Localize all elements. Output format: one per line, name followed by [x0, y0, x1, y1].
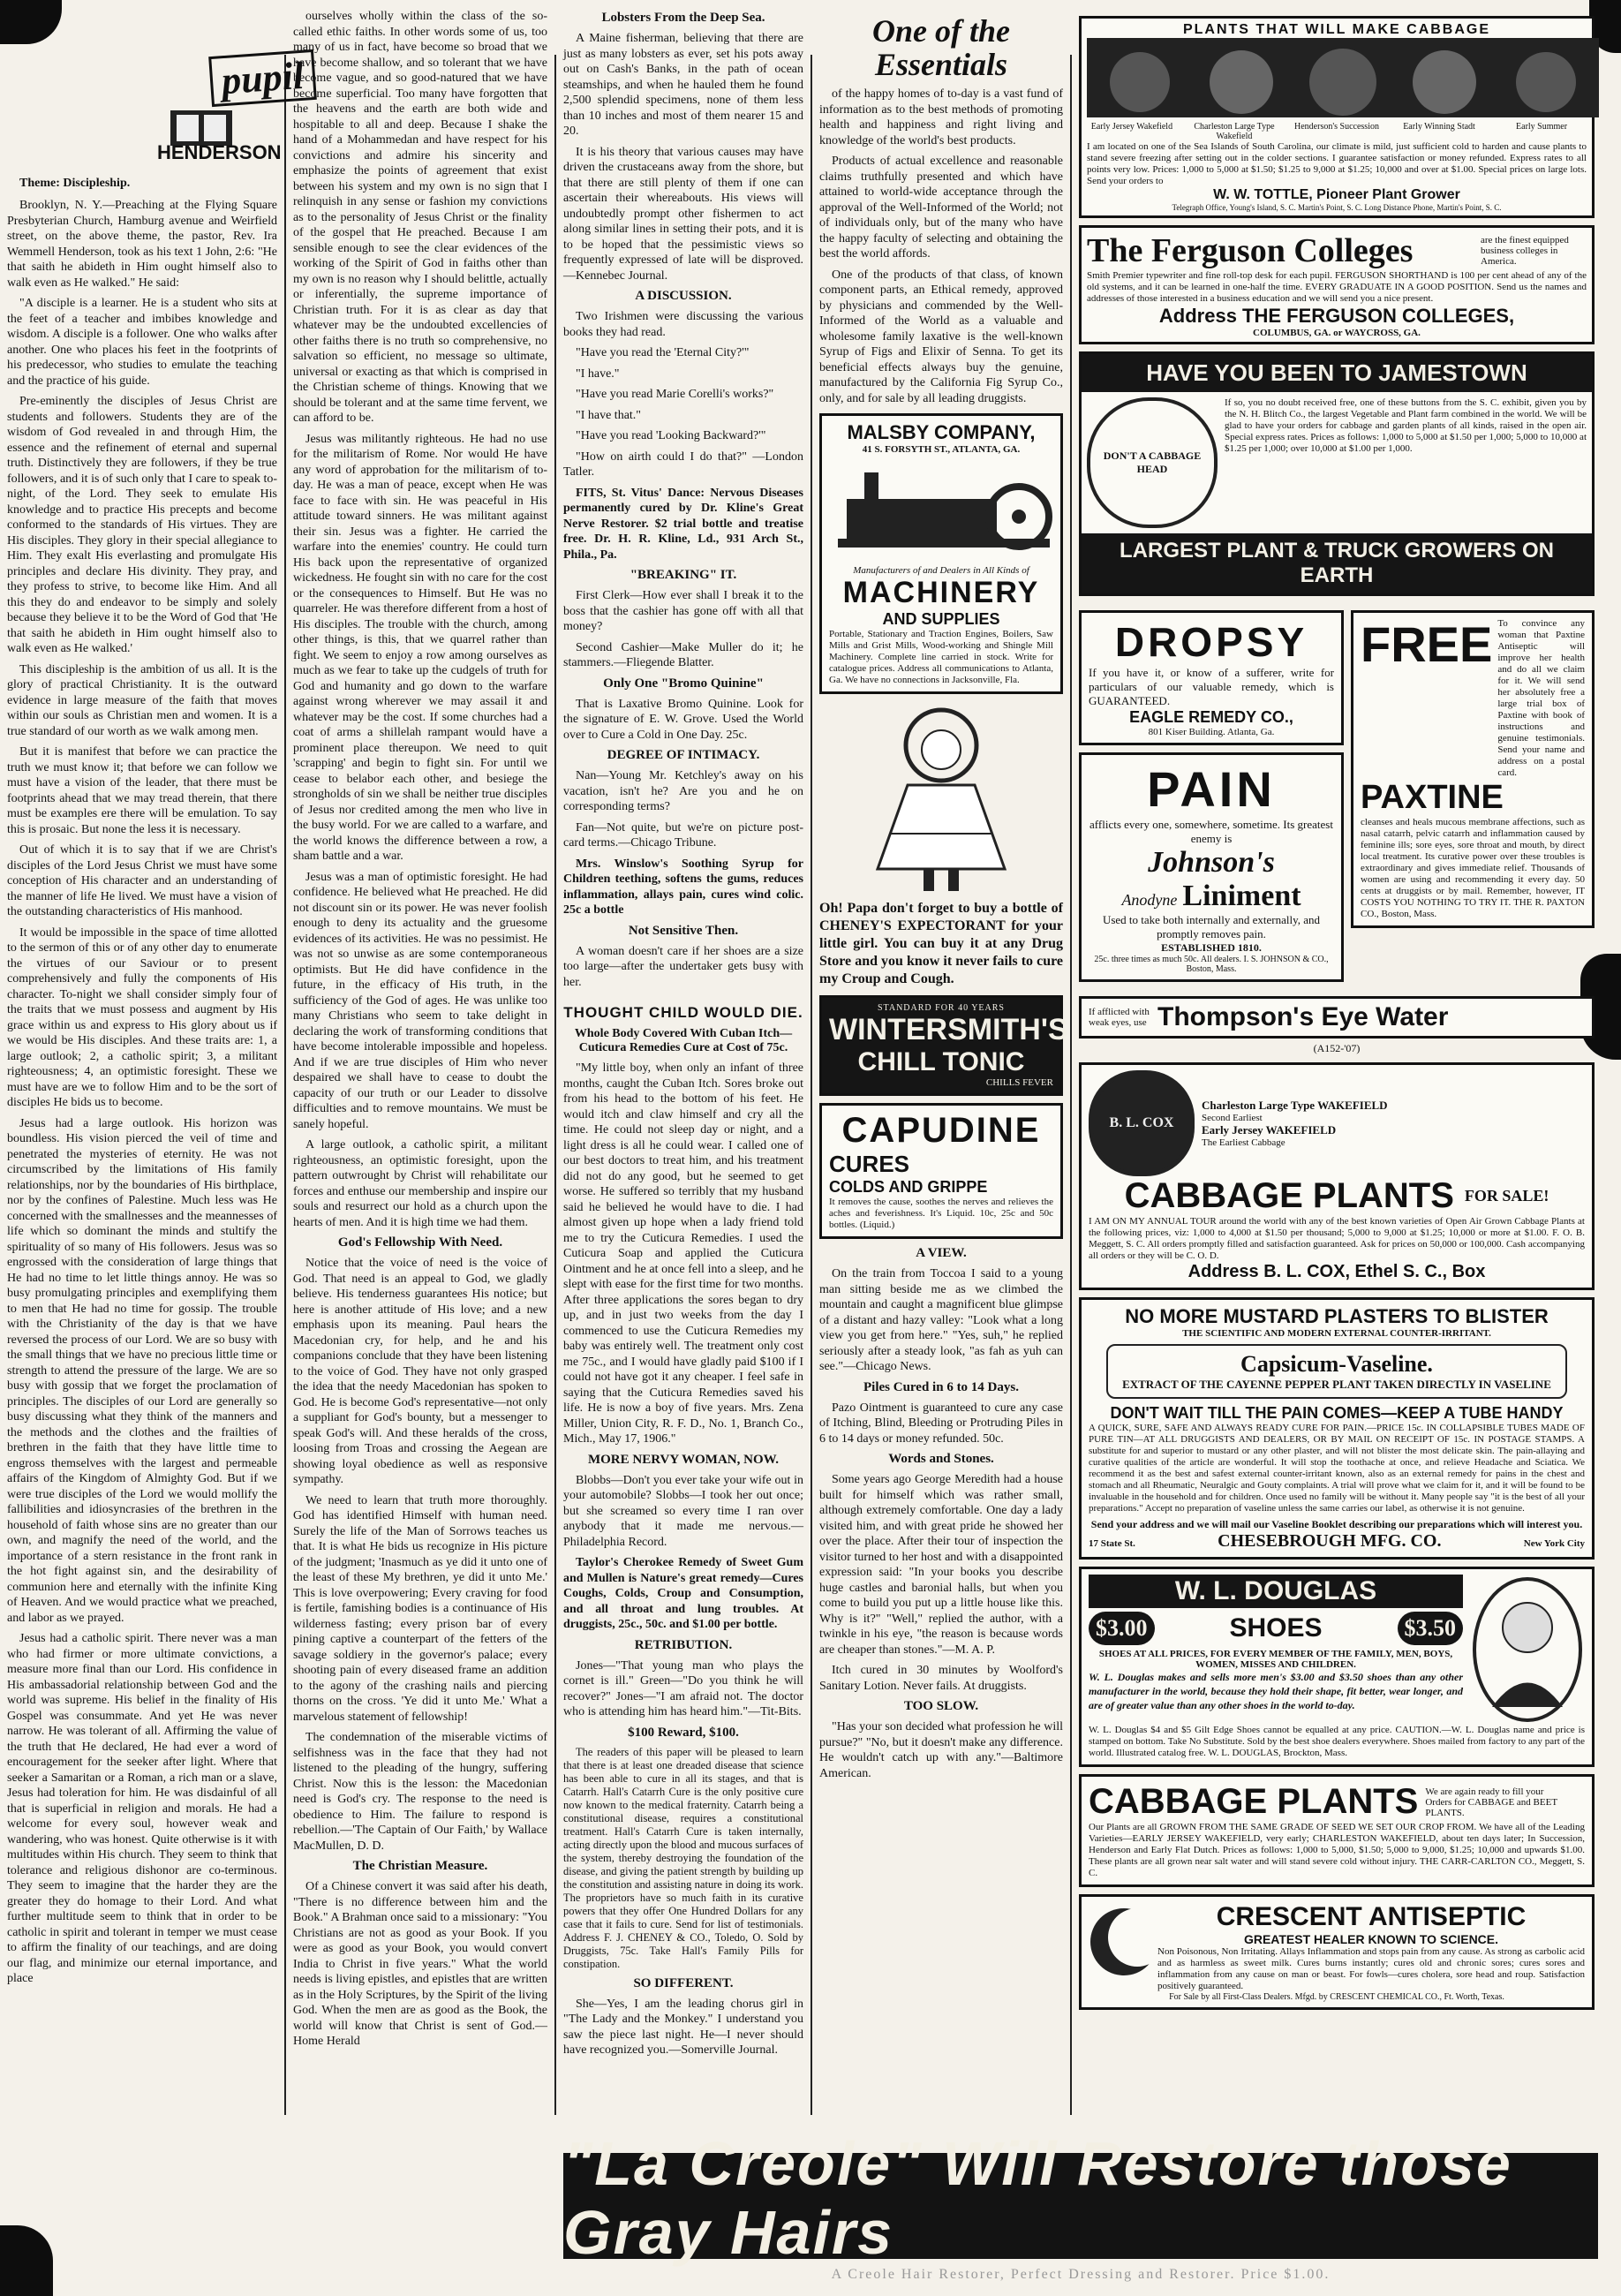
sermon-paragraph: Jesus was a man of optimistic foresight. He had confidence. He believed what He preached. He did not discount sin or its power. He was never foolish enough to deny its actuality and the gruesome evidences of its activities. He was no pessimist. He was not so unwise as are some contemporaneous optimists. But He did have confidence in the future, in the efficacy of His truth, in the sufficiency of the God of ages. He was unlike too many Christians who seem to take delight in declaring the work of transforming conditions that have become intolerable impossible and hopeless. And if we are true disciples of Him who never despaired we shall have to cease to doubt the capacity of our truth or our Leader to dissolve difficulties and to remove mountains. We must be sanely hopeful. — [293, 870, 547, 1131]
variety-label: Early Summer — [1516, 122, 1568, 132]
sermon-paragraph: Jesus had a catholic spirit. There never was a man who had firmer or more ultimate convictions, a measure more final than our Lord. His confidence in His ambassadorial relationship between God and the world was supreme. His belief in the finality of His Gospel was consummate. And yet He was never narrow. He was tolerant of all. Affirming the value of the truth that He declared, He had ever a word of encouragement for the seeker after light. Where that seeker a Samaritan or a Roman, a rich man or a slave, Jesus had toleration for him. He was disdainful of all that is superficial in religion and morals. He had a welcome for every soul, however weak and wandering, who was honest. Quite otherwise is it with multitudes within His church. They seem to think that tolerance and religious dishonor are co-terminous. They seem to imagine that the harder they are the greater they do homage to their Lord. And what further multitude seem to think that in order to be catholic in spirit and tolerant in temper we must cease to affirm the finality of our teachings, and are doing our flag, and minimize our eternal importance, and place — [7, 1632, 277, 1985]
essentials-title: One of the Essentials — [872, 13, 1010, 82]
dropsy-ad — [1079, 610, 1344, 745]
dropsy-title: DROPSY — [1114, 619, 1308, 665]
johnson-liniment-row — [1089, 880, 1334, 913]
ad-row-dropsy-free — [1079, 603, 1595, 989]
sermon-paragraph: Jesus was militantly righteous. He had no use for the militarism of Rome. Nor would He have any word of approbation for the militarism of to-day. He was a man of peace, except when He was face to face with sin. He was peaceful in His attitude toward sinners. He was militant against their sin. Jesus was a fighter. He carried the warfare into the enemies' country. He could turn His back upon the representative of organized wickedness. He fought sin with no care for the cost or the consequences to Himself. But He was no quarreler. He was therefore different from a host of His disciples. The trouble with the church, among other things, is this, that we quarrel rather than fight. We seem to enjoy a row among ourselves as much as we fear to take up the cudgels of truth for God and humanity and go down to the warfare against wrong wherever we may assail it and whatever may be the cost. If some churches had a coat of arms a shillelah rampant would have a prominent place thereupon. We need to quit 'scrapping' and begin to fight sin. For until we cease to belabor each other, and besiege the strongholds of sin we shall be neither true disciples of Jesus nor credited among the men who live in the busy world. For we are called to a warfare, and the world knows the difference between a row, a sham battle and a war. — [293, 432, 547, 863]
banner-subline: A Creole Hair Restorer, Perfect Dressing and Restorer. Price $1.00. — [831, 2267, 1331, 2282]
sermon-paragraph: This discipleship is the ambition of us all. It is the glory of practical Christianity. It is the outward evidence in large measure of the faith that moves within our souls as Christian men and women. It is a true standard of our worth as we walk among men. — [7, 662, 277, 738]
measure-paragraph: Of a Chinese convert it was said after his death, "There is no difference between him and the Book." A Brahman once said to a missionary: "You Christians are not as good as your Book. If you were as good as your Book, you would convert India to Christ in five years." What the world needs is living epistles, and epistles that are written as in the Holy Scriptures, by the Spirit of the living God. When the men are as good as the Book, the world will know that Christ is sent of God.—Home Herald — [293, 1880, 547, 2048]
ad-code: (A152-'07) — [1313, 1042, 1361, 1054]
price-right: $3.50 — [1398, 1612, 1464, 1645]
sermon-paragraph: Out of which it is to say that if we are Christ's disciples of the Lord Jesus Christ we must have some conception of His character and an understanding of the manner of life He lived. We must have a vision of the outstanding characteristics of His manhood. — [7, 843, 277, 918]
cox-earliest: The Earliest Cabbage — [1202, 1137, 1285, 1148]
piles-text: Pazo Ointment is guaranteed to cure any case of Itching, Blind, Bleeding or Protruding Piles in 6 to 14 days or money refunded. 50c. — [819, 1401, 1063, 1446]
paxtine-text: cleanses and heals mucous membrane affections, such as nasal catarrh, pelvic catarrh and inflammation caused by feminine ills; sore eyes, sore throat and mouth, by direct local treatment. Its curative power over these troubles is extraordinary and gives immediate relief. Thousands of women are using and recommending it every day. 50 cents at druggists or by mail. Remember, however, IT COSTS YOU NOTHING TO TRY IT. THE R. PAXTON CO., Boston, Mass. — [1361, 817, 1585, 919]
johnson-anodyne: Anodyne — [1121, 891, 1178, 909]
jamestown-ad — [1079, 351, 1595, 596]
johnson-liniment: Liniment — [1182, 880, 1301, 912]
plants-name: W. W. TOTTLE, Pioneer Plant Grower — [1213, 187, 1460, 202]
discussion-line: "How on airth could I do that?" —London Tatler. — [563, 449, 803, 479]
cabbage-plants-ad — [1079, 16, 1595, 218]
sensitive-text: A woman doesn't care if her shoes are a size too large—after the undertaker gets busy with her. — [563, 944, 803, 989]
column-sermon — [0, 9, 305, 2111]
breaking-heading: "BREAKING" IT. — [630, 568, 737, 582]
varieties-row — [1087, 122, 1587, 141]
johnson-established: ESTABLISHED 1810. — [1161, 941, 1262, 954]
thompson-left: If afflicted with weak eyes, use — [1089, 1007, 1150, 1028]
variety-label: Henderson's Succession — [1294, 122, 1379, 132]
view-text: On the train from Toccoa I said to a young man sitting beside me as we climbed the mountain and caught a magnificent blue glimpse of a distant and hazy valley: "Look what a long view you get from here." "Yes, suh," he replied seriously after a steady look, "as fah as yuh can see."—Chicago News. — [819, 1267, 1063, 1373]
crescent-title: CRESCENT ANTISEPTIC — [1216, 1902, 1527, 1931]
essentials-paragraph: of the happy homes of to-day is a vast fund of information as to the best methods of promoting health and happiness and right living and knowledge of the world's best products. — [819, 87, 1063, 147]
pain-ad — [1079, 752, 1344, 982]
douglas-sub: SHOES AT ALL PRICES, FOR EVERY MEMBER OF THE FAMILY, MEN, BOYS, WOMEN, MISSES AND CHILDREN. — [1098, 1649, 1453, 1670]
pain-title: PAIN — [1147, 761, 1276, 817]
fellowship-paragraph: The condemnation of the miserable victims of selfishness was in the face that they had not listened to the pleading of the hungry, suffering Christ. Now this is the lesson: the Macedonian need is God's cry. The response to the need is obedience to Him. The failure to respond is rebellion.—'The Captain of Our Faith,' by Wallace MacMullen, D. D. — [293, 1731, 547, 1853]
lobsters-heading: Lobsters From the Deep Sea. — [601, 11, 765, 25]
ferguson-title: The Ferguson Colleges — [1087, 232, 1414, 269]
sensitive-heading: Not Sensitive Then. — [628, 923, 739, 938]
chesebrough-city: New York City — [1523, 1538, 1585, 1549]
slow-heading: TOO SLOW. — [903, 1699, 979, 1713]
words-heading: Words and Stones. — [888, 1452, 994, 1466]
dont-wait: DON'T WAIT TILL THE PAIN COMES—KEEP A TUBE HANDY — [1110, 1404, 1564, 1422]
winslow-notice: Mrs. Winslow's Soothing Syrup for Children teething, softens the gums, reduces inflammation, allays pain, cures wind colic. 25c a bottle — [563, 857, 803, 917]
douglas-row — [1089, 1575, 1585, 1725]
intimacy-heading: DEGREE OF INTIMACY. — [607, 748, 760, 762]
fellowship-heading: God's Fellowship With Need. — [337, 1235, 503, 1250]
dropsy-address: 801 Kiser Building. Atlanta, Ga. — [1148, 727, 1275, 737]
sermon-paragraph: It would be impossible in the space of time allotted to the sermon of this or of any other day to enumerate the virtues of our Saviour or to present comprehensively and fully the components of His character. To-night we shall consider simply four of the traits that we must possess and augment by His grace within us and express to His glory about us if we would be His disciples. And these traits are: 1, a large outlook; 2, a catholic spirit; 3, a militant righteousness; 4, an optimistic foresight. These we must have are we to follow Him and to be the sort of disciples He bids us to become. — [7, 925, 277, 1109]
discussion-line: "I have that." — [576, 408, 642, 422]
retribution-text: Jones—"That young man who plays the cornet is ill." Green—"Do you think he will recover?" Jones—"I am afraid not. The doctor who is attending him has heard him."—Tit-Bits. — [563, 1658, 803, 1718]
cabbage-heads-icon — [1087, 38, 1599, 117]
measure-heading: The Christian Measure. — [352, 1859, 488, 1873]
capsicum-extract: EXTRACT OF THE CAYENNE PEPPER PLANT TAKEN DIRECTLY IN VASELINE — [1122, 1378, 1551, 1391]
ferguson-text: Smith Premier typewriter and fine roll-top desk for each pupil. FERGUSON SHORTHAND is 100 per cent ahead of any of the old systems, and it can be learned in one-half the time. EVERY GRADUATE IN A GOOD POSITION. Send us the names and addresses of those interested in a business education and we will send you a nice present. — [1087, 270, 1587, 304]
cabbage2-text: Our Plants are all GROWN FROM THE SAME GRADE OF SEED WE SET OUR CROP FROM. We have all of the Leading Varieties—EARLY JERSEY WAKEFIELD, very early; CHARLESTON WAKEFIELD, about ten days later; In Succession, Henderson and Early Flat Dutch. Prices as follows: 1,000 to 5,000, $1.50; 5,000 to 9,000, $1.25; 10,000 and upwards $1.00. These plants are all grown near salt water and will stand severe cold without injury. THE CARR-CARLTON CO., Meggett, S. C. — [1089, 1822, 1585, 1878]
intimacy-line: Nan—Young Mr. Ketchley's away on his vacation, isn't he? Are you and he on corresponding terms? — [563, 769, 803, 813]
essentials-paragraph: Products of actual excellence and reasonable claims truthfully presented and which have attained to world-wide acceptance through the approval of the Well-Informed of the World; not of individuals only, but of the many who have the happy faculty of selecting and obtaining the best the world affords. — [819, 155, 1063, 261]
carr-carlton-ad — [1079, 1774, 1595, 1887]
douglas-shoes: SHOES — [1229, 1613, 1323, 1643]
different-text: She—Yes, I am the leading chorus girl in "The Lady and the Monkey." I understand you saw the piece last night. He—I never should have recognized you.—Somerville Journal. — [563, 1997, 803, 2057]
wintersmith-sub: CHILLS FEVER — [985, 1077, 1053, 1088]
capsicum-tube — [1106, 1344, 1567, 1399]
crescent-sub: GREATEST HEALER KNOWN TO SCIENCE. — [1243, 1932, 1499, 1946]
bromo-text: That is Laxative Bromo Quinine. Look for the signature of E. W. Grove. Used the World over to Cure a Cold in One Day. 25c. — [563, 697, 803, 742]
pastor-name: HENDERSON — [157, 141, 282, 163]
paxtine-title: PAXTINE — [1361, 779, 1504, 816]
cheney-text: Oh! Papa don't forget to buy a bottle of CHENEY'S EXPECTORANT for your little girl. You can buy it at any Drug Store and you know it never fails to cure my Croup and Cough. — [819, 901, 1063, 986]
supplies-title: AND SUPPLIES — [882, 610, 1000, 628]
wintersmith-tonic: CHILL TONIC — [857, 1047, 1025, 1076]
cox-text: I AM ON MY ANNUAL TOUR around the world with any of the best known varieties of Open Air Grown Cabbage Plants at the following prices, viz: 1,000 to 4,000 at $1.50 per thousand; 5,000 to 9,000 at $1.25; 10,000 or more at $1.00. F. O. B. Meggett, S. C. All orders promptly filled and satisfaction guaranteed. Ask for prices on 50,000 or 100,000. Cash accompanying all orders or they will be C. O. D. — [1089, 1216, 1585, 1261]
cabbage2-side: We are again ready to fill your Orders for CABBAGE and BEET PLANTS. — [1425, 1786, 1557, 1818]
douglas-text: W. L. Douglas makes and sells more men's $3.00 and $3.50 shoes than any other manufacturer in the world, because they hold their shape, fit better, wear longer, and are of greater value than any other shoes in the world to-day. — [1089, 1671, 1463, 1711]
bromo-heading: Only One "Bromo Quinine" — [603, 676, 764, 691]
sermon-header — [7, 9, 305, 163]
cox-address: Address B. L. COX, Ethel S. C., Box — [1187, 1262, 1486, 1281]
reward-heading: $100 Reward, $100. — [628, 1725, 739, 1740]
taylor-notice: Taylor's Cherokee Remedy of Sweet Gum and Mullen is Nature's great remedy—Cures Coughs, Colds, Croup and Consumption, and all throat and lung troubles. At druggists, 25c., 50c. and $1.00 per bottle. — [563, 1556, 803, 1631]
capudine-text: It removes the cause, soothes the nerves and relieves the aches and feverishness. It's Liquid. 10c, 25c and 50c bottles. (Liquid.) — [829, 1197, 1053, 1230]
free-text: To convince any woman that Paxtine Antiseptic will improve her health and do all we claim for it. We will send her absolutely free a large trial box of Paxtine with book of instructions and genuine testimonials. Send your name and address on a postal card. — [1497, 618, 1585, 778]
mustard-send: Send your address and we will mail our Vaseline Booklet describing our preparations which will interest you. — [1090, 1518, 1583, 1530]
different-heading: SO DIFFERENT. — [633, 1975, 734, 1990]
jamestown-bottom: LARGEST PLANT & TRUCK GROWERS ON EARTH — [1082, 533, 1592, 593]
ferguson-ad — [1079, 225, 1595, 344]
mustard-sub: THE SCIENTIFIC AND MODERN EXTERNAL COUNTER-IRRITANT. — [1182, 1328, 1491, 1339]
johnson-title: Johnson's — [1148, 846, 1275, 879]
johnson-price: 25c. three times as much 50c. All dealers. I. S. JOHNSON & CO., Boston, Mass. — [1094, 955, 1329, 974]
discussion-line: "Have you read Marie Corelli's works?" — [576, 388, 774, 401]
malsby-name: MALSBY COMPANY, — [847, 421, 1036, 443]
plants-text: I am located on one of the Sea Islands of South Carolina, our climate is mild, just sufficient cold to harden and cause plants to stand severe freezing after setting out in the colder sections. I guarantee satisfaction or money refunded. Express rates to all points very low. Prices: 1,000 to 5,000 at $1.50; $1.25 to 9,000 at $1.25; 10,000 and over at $1.00. Special prices on large lots. Send your orders to — [1087, 141, 1587, 186]
crescent-footer: For Sale by all First-Class Dealers. Mfgd. by CRESCENT CHEMICAL CO., Ft. Worth, Texas. — [1169, 1992, 1504, 2002]
cox-early: Early Jersey WAKEFIELD — [1202, 1123, 1337, 1137]
douglas-ad — [1079, 1567, 1595, 1767]
cox-varieties — [1202, 1099, 1585, 1148]
crescent-ad — [1079, 1894, 1595, 2010]
cox-ad — [1079, 1062, 1595, 1290]
cox-charleston: Charleston Large Type WAKEFIELD — [1202, 1099, 1388, 1112]
sermon-paragraph: Brooklyn, N. Y.—Preaching at the Flying Square Presbyterian Church, Hamburg avenue and Weirfield street, on the above theme, the pastor, Rev. Ira Wemmell Henderson, took as his text 1 John, 2:6: "He that saith he abideth in Him ought himself also to walk even as He walked." He said: — [7, 199, 277, 290]
cox-forsale: FOR SALE! — [1464, 1187, 1549, 1205]
free-title: FREE — [1361, 616, 1493, 672]
ferguson-header — [1087, 231, 1587, 270]
dropsy-text: If you have it, or know of a sufferer, write for particulars of our valuable remedy, which is GUARANTEED. — [1089, 666, 1334, 707]
pain-text: afflicts every one, somewhere, sometime. Its greatest enemy is — [1089, 818, 1333, 845]
douglas-left — [1089, 1575, 1463, 1725]
column-sermon-continued — [286, 9, 554, 2111]
column-ads-middle — [812, 9, 1070, 2111]
thompson-ad — [1079, 996, 1595, 1038]
ad-column-right — [1351, 603, 1595, 989]
child-subheading: Whole Body Covered With Cuban Itch—Cuticura Remedies Cure at Cost of 75c. — [574, 1027, 793, 1054]
crescent-text: Non Poisonous, Non Irritating. Allays Inflammation and stops pain from any cause. As strong as carbolic acid and as harmless as sweet milk. Cures burns instantly; cures old and chronic sores; cures sores and inflammation from any cause on man or beast. For fowls—cures cholera, sore head and roup. Satisfaction positively guaranteed. — [1157, 1946, 1585, 1991]
nervous-heading: MORE NERVY WOMAN, NOW. — [587, 1452, 779, 1467]
cox-second: Second Earliest — [1202, 1113, 1263, 1123]
capudine-ad — [819, 1103, 1063, 1239]
johnson-text: Used to take both internally and externally, and promptly removes pain. — [1102, 913, 1321, 940]
dropsy-name: EAGLE REMEDY CO., — [1129, 708, 1293, 726]
fits-notice: FITS, St. Vitus' Dance: Nervous Diseases permanently cured by Dr. Kline's Great Nerve Restorer. $2 trial bottle and treatise free. Dr. H. R. Kline, Ld., 931 Arch St., Phila., Pa. — [563, 486, 803, 562]
breaking-line: Second Cashier—Make Muller do it; he stammers.—Fliegende Blatter. — [563, 640, 803, 669]
words-text: Some years ago George Meredith had a house built for himself which was rather small, although extremely comfortable. One day a lady visited him, and with great pride he showed her over the place. After their tour of inspection the visitor turned to her host and with a disappointed expression said: "In your books you describe huge castles and baronial halls, but when you come to build you put up a little house like this. Why is it?" "Well," replied the author, with a twinkle in his eye, "the reason is because words are cheaper than stones."—M. A. P. — [819, 1473, 1063, 1657]
sermon-paragraph: A large outlook, a catholic spirit, a militant righteousness, an optimistic foresight, upon the pattern outwrought by Christ will rehabilitate our forces and enthuse our membership and inspire our souls and resurrect our hold as a church upon the hearts of men. And it is high time we had them. — [293, 1138, 547, 1229]
jamestown-body — [1082, 392, 1592, 533]
plants-title: PLANTS THAT WILL MAKE CABBAGE — [1182, 22, 1491, 37]
intimacy-line: Fan—Not quite, but we're on picture post-card terms.—Chicago Tribune. — [563, 820, 803, 850]
lobsters-paragraph: It is his theory that various causes may have driven the crustaceans away from the shore, but that there are still plenty of them if one can ascertain their whereabouts. His views will undoubtedly prompt other fishermen to act along similar lines in setting their pots, and it is to be hoped that the pessimistic views so frequently expressed of late will be disproved. —Kennebec Journal. — [563, 145, 803, 283]
ad-column-left — [1079, 603, 1344, 989]
reward-text: The readers of this paper will be pleased to learn that there is at least one dreaded disease that science has been able to cure in all its stages, and that is Catarrh. Hall's Catarrh Cure is the only positive cure now known to the medical fraternity. Catarrh being a constitutional disease, requires a constitutional treatment. Hall's Catarrh Cure is taken internally, acting directly upon the blood and mucous surfaces of the system, thereby destroying the foundation of the disease, and giving the patient strength by building up the constitution and assisting nature in doing its work. The proprietors have so much faith in its curative powers that they offer One Hundred Dollars for any case that it fails to cure. Send for list of testimonials. Address F. J. CHENEY & CO., Toledo, O. Sold by Druggists, 75c. Take Hall's Family Pills for constipation. — [563, 1745, 803, 1970]
engine-illustration-icon — [829, 455, 1067, 561]
douglas-bottom: W. L. Douglas $4 and $5 Gilt Edge Shoes cannot be equalled at any price. CAUTION.—W. L. Douglas name and price is stamped on bottom. Take No Substitute. Sold by the best shoe dealers everywhere. Shoes mailed from factory to any part of the world. Illustrated catalog free. W. L. DOUGLAS, Brockton, Mass. — [1089, 1725, 1585, 1758]
sermon-paragraph: But it is manifest that before we can practice the truth we must know it; that before we can follow we must have a vision of the leader, that there must be footprints ahead that we may tread therein, that there must be examples ere there will be emulation. To say this is prosaic. But none the less it is necessary. — [7, 745, 277, 836]
column-ads-right — [1072, 9, 1602, 2111]
douglas-name: W. L. DOUGLAS — [1089, 1575, 1463, 1608]
capudine-cures: CURES — [829, 1151, 910, 1177]
sermon-paragraph: "A disciple is a learner. He is a student who sits at the feet of a teacher and imbibes knowledge and wisdom. A disciple is a follower. One who walks after another. One who places his feet in the footprints of his predecessor, who studies to emulate the teaching and the practice of his guide. — [7, 297, 277, 388]
cox-header — [1089, 1070, 1585, 1176]
la-creole-banner — [563, 2129, 1598, 2282]
cabbage2-title: CABBAGE PLANTS — [1089, 1782, 1419, 1821]
chesebrough-row — [1089, 1531, 1585, 1552]
fellowship-paragraph: We need to learn that truth more thoroughly. God has identified Himself with human need. Surely the life of the Man of Sorrows teaches us that. It is what He bids us recognize in His picture of the judgment; 'Inasmuch as ye did it unto one of the least of these My brethren, ye did it unto Me.' This is love overpowering; Every craving for food is fertile, famishing bodies is a continuance of His wilderness fasting; every prison bar of every pining captive a counterpart of the fetters of the savage soldiery in the governor's palace; every shooting pain of every diseased frame an addition to the agony of the crashing nails and piercing thorns on the cross. 'Ye did it unto Me.' What a marvelous statement of fellowship! — [293, 1493, 547, 1724]
discussion-heading: A DISCUSSION. — [635, 289, 732, 303]
douglas-prices — [1089, 1612, 1463, 1645]
jamestown-text: If so, you no doubt received free, one of these buttons from the S. C. exhibit, given you by the N. H. Blitch Co., the largest Vegetable and Plant farm combined in the world. We will be glad to have your orders for cabbage and garden plants of all kinds, raised in the open air. Special express rates. Prices as follows: 1,000 to 5,000 at $1.50 per 1,000; 5,000 to 10,000 at $1.25 per 1,000; over 10,000 at $1.00 per 1,000. — [1225, 397, 1587, 454]
variety-label: Charleston Large Type Wakefield — [1194, 122, 1275, 141]
slow-text: "Has your son decided what profession he will pursue?" "No, but it doesn't make any difference. He wouldn't catch up with any."—Baltimore American. — [819, 1720, 1063, 1780]
ferguson-address: Address THE FERGUSON COLLEGES, — [1158, 305, 1515, 327]
retribution-heading: RETRIBUTION. — [634, 1637, 733, 1652]
free-ad — [1351, 610, 1595, 928]
price-left: $3.00 — [1089, 1612, 1155, 1645]
malsby-address: 41 S. FORSYTH ST., ATLANTA, GA. — [862, 444, 1021, 455]
variety-label: Early Jersey Wakefield — [1090, 122, 1173, 132]
wintersmith-tagline: STANDARD FOR 40 YEARS — [877, 1003, 1005, 1013]
nervous-text: Blobbs—Don't you ever take your wife out in your automobile? Slobbs—I took her out once; but she screamed so every time I ran over anybody that it made me nervous.—Philadelphia Record. — [563, 1473, 803, 1549]
plants-address: Telegraph Office, Young's Island, S. C. Martin's Point, S. C. Long Distance Phone, Martin's Point, S. C. — [1172, 203, 1502, 212]
cabbage2-header — [1089, 1782, 1585, 1822]
cox-title-row — [1089, 1176, 1585, 1216]
cox-title: CABBAGE PLANTS — [1124, 1176, 1454, 1215]
column-miscellany — [556, 9, 810, 2111]
lobsters-paragraph: A Maine fisherman, believing that there are just as many lobsters as ever, set his pots away out on Cash's Banks, in the path of ocean steamships, and when he hauled them he found 2,500 splendid specimens, none of them less than 10 inches and most of them nearer 15 and 20. — [563, 32, 803, 138]
portrait-icon — [1470, 1575, 1585, 1725]
breaking-line: First Clerk—How ever shall I break it to the boss that the cashier has gone off with all that money? — [563, 589, 803, 633]
cox-seal: B. L. COX — [1089, 1070, 1195, 1176]
machinery-title: MACHINERY — [842, 576, 1040, 609]
discussion-line: "Have you read 'Looking Backward?'" — [576, 429, 766, 442]
capudine-title: CAPUDINE — [841, 1111, 1041, 1150]
chesebrough-address: 17 State St. — [1089, 1538, 1135, 1549]
free-row — [1361, 618, 1585, 779]
crescent-body — [1157, 1902, 1585, 1992]
malsby-ad — [819, 413, 1063, 694]
sermon-paragraph: Pre-eminently the disciples of Jesus Christ are students and followers. Students they are of the wisdom of God revealed in and through Him, the essence and the refinement of eternal and supernal truth. Distinctively they are followers, if they be true followers, and it is of such only that I care to speak to-night, of the Lord. They seek to emulate His knowledge and to practice His precepts and become conformed to the standards of His virtues. They are His disciples. They glory in their special allegiance to Him. They exalt His everlasting and promulgate His principles and declare His divinity. They pray, and they profess to strive, to become like Him. And all this they do and endeavor to be simply and solely because they believe it to be the Word of God that 'He that saith he abideth in Him ought himself also to walk even as He walked.' — [7, 395, 277, 655]
jamestown-badge: DON'T A CABBAGE HEAD — [1087, 397, 1218, 528]
discussion-line: "I have." — [576, 366, 620, 381]
mustard-title: NO MORE MUSTARD PLASTERS TO BLISTER — [1125, 1305, 1549, 1327]
chesebrough-name: CHESEBROUGH MFG. CO. — [1218, 1531, 1442, 1551]
ferguson-city: COLUMBUS, GA. or WAYCROSS, GA. — [1253, 328, 1421, 338]
vaseline-ad — [1079, 1297, 1595, 1560]
pulpit-title: pupil — [208, 49, 317, 107]
wintersmith-name: WINTERSMITH'S — [829, 1013, 1068, 1046]
jamestown-title: HAVE YOU BEEN TO JAMESTOWN — [1082, 354, 1592, 392]
piles-heading: Piles Cured in 6 to 14 Days. — [863, 1379, 1019, 1394]
essentials-paragraph: One of the products of that class, of known component parts, an Ethical remedy, approved by physicians and commended by the Well-Informed of the World as a valuable and wholesome family laxative is the well-known Syrup of Figs and Elixir of Senna. To get its beneficial effects always buy the genuine, manufactured by the California Fig Syrup Co., only, and for sale by all leading druggists. — [819, 268, 1063, 405]
mustard-text: A QUICK, SURE, SAFE AND ALWAYS READY CURE FOR PAIN.—PRICE 15c. IN COLLAPSIBLE TUBES MADE OF PURE TIN—AT ALL DRUGGISTS AND DEALERS, OR BY MAIL ON RECEIPT OF 15c. IN POSTAGE STAMPS. A substitute for and superior to mustard or any other plaster, and will not blister the most delicate skin. The pain-allaying and curative qualities of the article are wonderful. It will stop the toothache at once, and relieve Headache and Sciatica. We recommend it as the best and safest external counter-irritant known, also as an external remedy for pains in the chest and stomach and all Rheumatic, Neuralgic and Gouty complaints. A trial will prove what we claim for it, and it will be found to be invaluable in the household and for children. Once used no family will be without it. Many people say "it is the best of all your preparations." Accept no preparation of vaseline unless the same carries our label, as otherwise it is not genuine. — [1089, 1423, 1585, 1514]
ferguson-side: are the finest equipped business colleges in America. — [1481, 235, 1569, 267]
crescent-moon-icon — [1089, 1902, 1150, 1982]
sermon-paragraph: Jesus had a large outlook. His horizon was boundless. His vision pierced the veil of time and penetrated the mysteries of eternity. He was not circumscribed by the limitations of His family relationships, nor by the boundaries of His birthplace, nor by the confines of Palestine. Much less was He concerned with the smallnesses and the meannesses of life which so dominant the minds and stultify the spirituality of so many of His followers. Jesus was so engrossed with the consideration of large things that He had no time to let little things annoy. He was so busy promulgating principles and exemplifying them to men that He had no time for gossip. The trouble with the Christianity of the day is that we have reversed the process of our Lord. We are so busy with the small things that we have no precious little time or strength to attend the pressure of the large. We are so busy with gossip that we forget the proclamation of principles. The disciples of our Lord are generally so busy discussing what they think of the manners and the methods and the clothes and the frailties of brethren in the faith that they have little time to engross themselves with the largest and permeable affairs of the Kingdom of Almighty God. But if we were true disciples of the Lord we would mollify the fallibilities and idiosyncrasies of the brethren in the household of faith whose sins are no greater than our own, and magnify the need of the world, and the importance of a stern resistance in the front rank in the hot fight against sin, and the desirability of communion here and eternally with the infinite King of Heaven. And we would practice what we preached, and labor as we prayed. — [7, 1116, 277, 1625]
wintersmith-ad — [819, 995, 1068, 1096]
malsby-line: Manufacturers of and Dealers in All Kinds of — [853, 565, 1029, 576]
variety-label: Early Winning Stadt — [1403, 122, 1475, 132]
view-heading: A VIEW. — [916, 1246, 967, 1260]
thompson-right: Thompson's Eye Water — [1157, 1002, 1449, 1031]
girl-illustration-icon — [819, 701, 1063, 895]
itch-notice: Itch cured in 30 minutes by Woolford's Sanitary Lotion. Never fails. At druggists. — [819, 1664, 1063, 1693]
sermon-theme: Theme: Discipleship. — [19, 177, 131, 190]
discussion-line: "Have you read the 'Eternal City?'" — [576, 346, 750, 359]
sermon-body — [7, 198, 277, 1987]
sermon-paragraph: ourselves wholly within the class of the so-called ethic faiths. In other words some of us, too many of us in fact, have become so broad that we have become shallow, and so tolerant that we have become vague, and so good-natured that we have become superficial. Too many have forgotten that the heavens and the earth are both wide and hospitable to all and deep. Because I shake the hand of a Mohammedan and have respect for his convictions and admire his sincerity and emphasize the points of agreement that exist between his system and my own is no sign that I relinquish in any sense or fashion my convictions as to the personality of Jesus Christ or the finality of the gospel that He preached. Because I am sensible enough to see the clear evidences of the working of the Spirit of God in faiths other than my own is no reason why I should belittle, actually or inferentially, the supreme importance of Christian truth. For it is as clear as day that whatever may be the undoubted excellencies of other faiths there is no truth so comprehensive, no salvation so efficient, no message so ultimate, universal or exacting as that which is comprised in the Christian scheme of things. Knowing that we should be tolerant and at the same time fervent, we can afford to be. — [293, 10, 547, 425]
child-text: "My little boy, when only an infant of three months, caught the Cuban Itch. Sores broke out from his head to the bottom of his feet. He would itch and claw himself and cry all the time. He could not sleep day or night, and a light dress is all he could wear. I called one of our best doctors to treat him, and his treatment did not do any good, but he seemed to get worse. He suffered so terribly that my husband said he believed he would have to die. I had almost given up hope when a lady friend told me to try the Cuticura Remedies. I used the Cuticura Soap and applied the Cuticura Ointment and he at once fell into a sleep, and he slept with ease for the first time for two months. After three applications the sores began to dry up, and in just two weeks from the day I commenced to use the Cuticura Remedies my baby was entirely well. The treatment only cost me 75c., and I would have gladly paid $100 if I could not have got it any cheaper. I feel safe in saying that the Cuticura Remedies saved his life. He is now a boy of five years. Mrs. Zena Miller, Union City, R. F. D., No. 1, Branch Co., Mich., May 17, 1906." — [563, 1061, 803, 1446]
malsby-text: Portable, Stationary and Traction Engines, Boilers, Saw Mills and Grist Mills, Wood-working and Shingle Mill Machinery. Complete line carried in stock. Write for catalogue prices. Address all communications to Atlanta, Ga. We have no connections in Jacksonville, Fla. — [829, 629, 1053, 685]
capsicum-title: Capsicum-Vaseline. — [1240, 1351, 1433, 1377]
child-heading: THOUGHT CHILD WOULD DIE. — [563, 1004, 803, 1021]
banner-headline: "La Creole" Will Restore those Gray Hairs — [563, 2129, 1512, 2267]
discussion-line: Two Irishmen were discussing the various books they had read. — [563, 310, 803, 339]
scan-damage — [0, 2225, 53, 2296]
capudine-colds: COLDS AND GRIPPE — [829, 1178, 988, 1196]
fellowship-paragraph: Notice that the voice of need is the voice of God. That need is an appeal to God, we gladly believe. His tenderness guarantees His notice; but here is another attitude of His love; and a new emphasis upon its meaning. Paul hears the Macedonian cry, for help, and he and his companions conclude that they have been listening to the voice of God. They have not only grasped the idea that the needy Macedonian has spoken to God. He is become God's representative—not only a suppliant for God's bounty, but a messenger to speak God's will. And these heralds of the cross, loosing from Troas and crossing the Aegean are showing loyal obedience as well as responsive sympathy. — [293, 1257, 547, 1486]
crescent-row — [1089, 1902, 1585, 1992]
